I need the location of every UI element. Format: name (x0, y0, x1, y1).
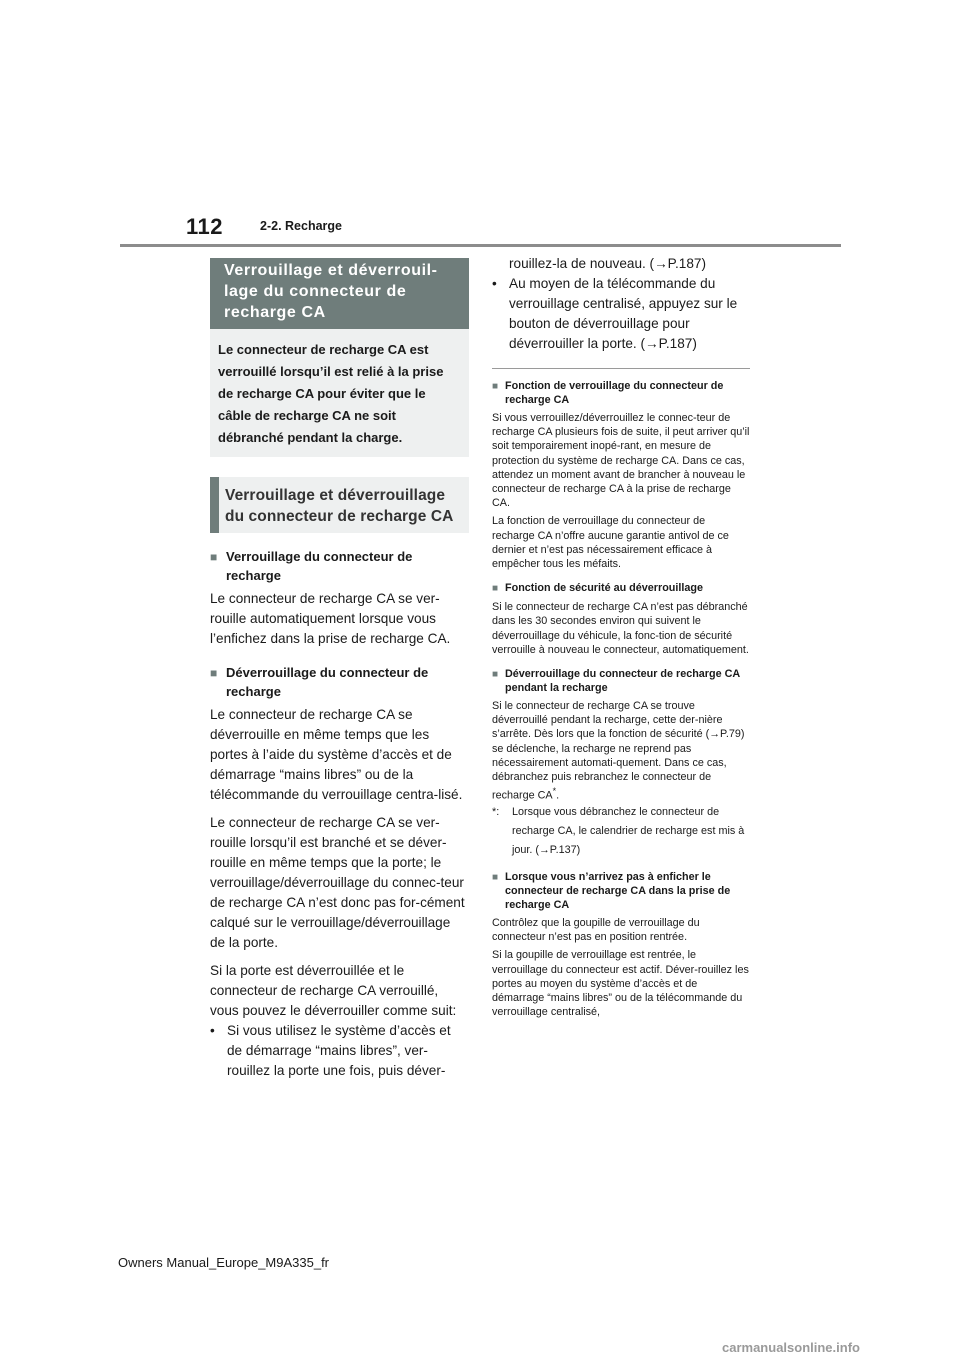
left-column (210, 258, 469, 1081)
unlocking-text-2: Le connecteur de recharge CA se ver-rouille lorsqu’il est branché et se déver-rouille en même temps que la porte; le verrouillage/déverrouillage du connec-teur de recharge CA n’est donc pas for-cément calqué sur le verrouillage/déverrouillage de la porte. (210, 815, 465, 950)
subhead-locking: ■ Verrouillage du connecteur de recharge (210, 549, 413, 583)
square-bullet-icon: ■ (492, 872, 499, 884)
divider (492, 368, 750, 369)
footnote: *: Lorsque vous débranchez le connecteur de recharge CA, le calendrier de recharge est mis à jour. (→P.137) (492, 803, 750, 860)
square-bullet-icon: ■ (210, 666, 218, 680)
list-item-smart-entry-cont: rouillez-la de nouveau. (→P.187) (509, 256, 706, 271)
note-text: La fonction de verrouillage du connecteur de recharge CA n’offre aucune garantie antivol de ce dernier et n’est pas nécessairement efficace à empêcher tous les méfaits. (492, 515, 729, 571)
list-item-smart-entry: • Si vous utilisez le système d’accès et de démarrage “mains libres”, ver-rouillez la porte une fois, puis déver- (210, 1021, 469, 1081)
unlocking-text-3: Si la porte est déverrouillée et le connecteur de recharge CA verrouillé, vous pouvez le déverrouiller comme suit: (210, 963, 457, 1018)
header-rule (120, 244, 841, 247)
subhead-unlocking: ■ Déverrouillage du connecteur de recharge (210, 665, 429, 699)
note-head-security: ■ Fonction de sécurité au déverrouillage (492, 582, 703, 595)
section-label: 2-2. Recharge (260, 219, 342, 233)
note-head-lock-function: ■ Fonction de verrouillage du connecteur de recharge CA (492, 380, 724, 406)
title-box-lock-unlock (210, 477, 469, 533)
footer-manual-id: Owners Manual_Europe_M9A335_fr (118, 1255, 330, 1270)
intro-box (210, 329, 469, 457)
intro-text: Le connecteur de recharge CA est verrouillé lorsqu’il est relié à la prise de recharge CA pour éviter que le câble de recharge CA ne soit débranché pendant la charge. (218, 342, 444, 445)
square-bullet-icon: ■ (210, 550, 218, 564)
footnote-marker: * (552, 786, 557, 797)
note-head-unlock-during-charge: ■ Déverrouillage du connecteur de recharge CA pendant la recharge (492, 668, 740, 695)
square-bullet-icon: ■ (492, 381, 499, 392)
title-locking: Verrouillage et déverrouil-lage du connecteur de recharge CA (224, 262, 438, 321)
note-text: Contrôlez que la goupille de verrouillage du connecteur n’est pas en position rentrée. (492, 917, 700, 944)
locking-text: Le connecteur de recharge CA se ver-rouille automatiquement lorsque vous l’enfichez dans la prise de recharge CA. (210, 591, 451, 646)
title-box-locking (210, 258, 469, 329)
page-number: 112 (186, 214, 223, 239)
list-item-remote: • Au moyen de la télécommande du verrouillage centralisé, appuyez sur le bouton de déverrouillage pour déverrouiller la porte. (→P.187) (492, 274, 750, 354)
note-text: Si la goupille de verrouillage est rentrée, le verrouillage du connecteur est actif. Déver-rouillez les portes au moyen du système d’accès et de démarrage “mains libres” ou de la télécommande du verrouillage centralisé, (492, 949, 749, 1019)
note-text: Si vous verrouillez/déverrouillez le connec-teur de recharge CA plusieurs fois de suite, il peut arriver qu’il soit temporairement inopé-rant, en mesure de protection du système de recharge CA. Dans ce cas, attendez un moment avant de brancher à nouveau le connecteur de recharge CA à la prise de recharge CA. (492, 412, 750, 510)
unlocking-text-1: Le connecteur de recharge CA se déverrouille en même temps que les portes à l’aide du système d’accès et de démarrage “mains libres” ou de la télécommande du verrouillage centra-lisé. (210, 707, 463, 802)
square-bullet-icon: ■ (492, 583, 499, 595)
note-text: Si le connecteur de recharge CA n’est pas débranché dans les 30 secondes environ qui suivent le déverrouillage du véhicule, la fonc-tion de sécurité verrouille à nouveau le connecteur, automatiquement. (492, 601, 749, 656)
watermark: carmanualsonline.info (722, 1340, 860, 1355)
right-column (492, 254, 750, 1019)
square-bullet-icon: ■ (492, 669, 499, 681)
title-lock-unlock: Verrouillage et déverrouillage du connecteur de recharge CA (225, 487, 454, 525)
footnote-mark: *: (492, 806, 500, 819)
bullet-icon: • (210, 1023, 215, 1038)
note-head-cannot-plug: ■ Lorsque vous n’arrivez pas à enficher le connecteur de recharge CA dans la prise de recharge CA (492, 871, 731, 912)
bullet-icon: • (492, 276, 497, 291)
note-text: Si le connecteur de recharge CA se trouve déverrouillé pendant la recharge, cette der-nière s’arrête. Dès lors que la fonction de sécurité (→P.79) se déclenche, la recharge ne reprend pas nécessairement automati-quement. Dans ce cas, débranchez puis rebranchez le connecteur de recharge CA*. (492, 700, 745, 802)
